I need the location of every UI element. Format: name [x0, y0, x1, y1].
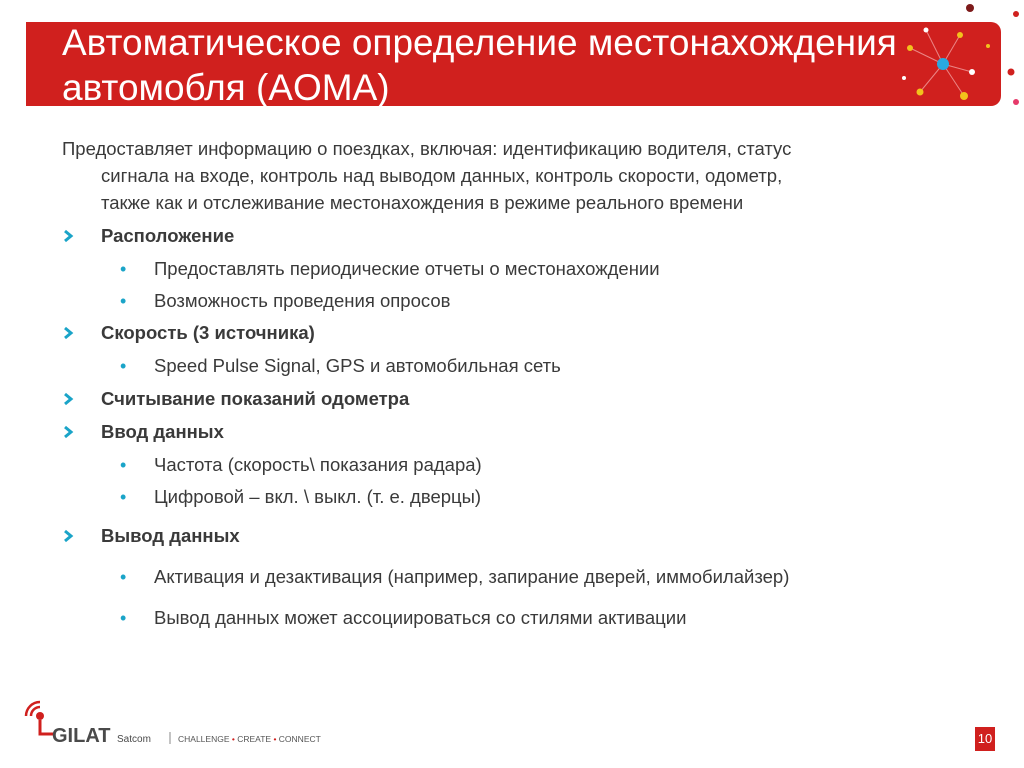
tagline-word: CHALLENGE — [178, 734, 230, 744]
section-heading-label: Считывание показаний одометра — [101, 388, 410, 409]
chevron-right-icon — [62, 525, 76, 547]
bullet-dot-icon: • — [120, 356, 127, 376]
bullet-dot-icon: • — [120, 567, 127, 587]
chevron-right-icon — [62, 388, 76, 410]
bullet-dot-icon: • — [120, 291, 127, 311]
bullet-text: Активация и дезактивация (например, запирание дверей, иммобилайзер) — [154, 566, 790, 587]
slide-title-line-1: Автоматическое определение местонахождения — [62, 22, 897, 63]
intro-paragraph — [62, 135, 982, 216]
brand-sub: Satcom — [117, 734, 151, 745]
page-number: 10 — [975, 727, 995, 751]
bullet-dot-icon: • — [120, 487, 127, 507]
bullet-text: Цифровой – вкл. \ выкл. (т. е. дверцы) — [154, 486, 482, 507]
bullet-text: Возможность проведения опросов — [154, 290, 451, 311]
bullet-dot-icon: • — [120, 608, 127, 628]
chevron-right-icon — [62, 421, 76, 443]
intro-line-2: сигнала на входе, контроль над выводом данных, контроль скорости, одометр, — [101, 165, 783, 186]
section-heading-label: Ввод данных — [101, 421, 224, 442]
tagline-word: CREATE — [237, 734, 272, 744]
gilat-signal-icon — [26, 702, 54, 734]
section-heading-label: Вывод данных — [101, 525, 240, 546]
chevron-right-icon — [62, 225, 76, 247]
slide-title-line-2: автомобля (AOMA) — [62, 67, 390, 108]
tagline-dot: • — [273, 734, 279, 744]
tagline — [178, 734, 321, 744]
intro-line-3: также как и отслеживание местонахождения в режиме реального времени — [101, 192, 744, 213]
section-heading-label: Расположение — [101, 225, 235, 246]
bullet-text: Предоставлять периодические отчеты о местонахождении — [154, 258, 660, 279]
section-heading-label: Скорость (3 источника) — [101, 322, 315, 343]
tagline-dot: • — [231, 734, 238, 744]
chevron-right-icon — [62, 322, 76, 344]
gilat-logo — [24, 700, 324, 748]
bullet-dot-icon: • — [120, 259, 127, 279]
brand-name: GILAT — [52, 725, 111, 747]
bullet-text: Частота (скорость\ показания радара) — [154, 454, 482, 475]
bullet-text: Speed Pulse Signal, GPS и автомобильная сеть — [154, 355, 561, 376]
tagline-word: CONNECT — [278, 734, 321, 744]
intro-line-1: Предоставляет информацию о поездках, включая: идентификацию водителя, статус — [62, 138, 792, 159]
bullet-dot-icon: • — [120, 455, 127, 475]
bullet-text: Вывод данных может ассоциироваться со стилями активации — [154, 607, 687, 628]
